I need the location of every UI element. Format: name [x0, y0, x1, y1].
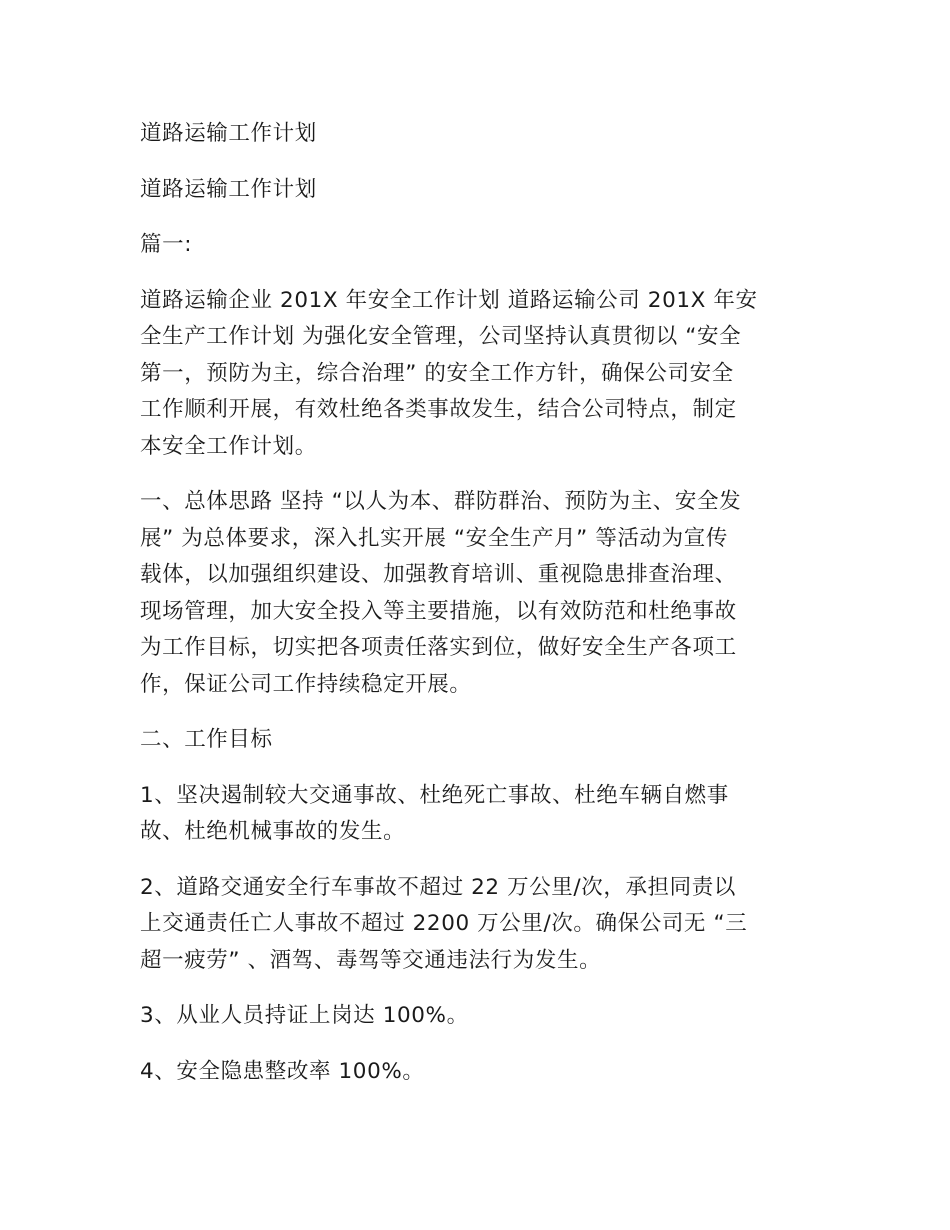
text-line: 工作顺利开展，有效杜绝各类事故发生，结合公司特点，制定	[140, 397, 737, 422]
goal-item-3	[140, 998, 812, 1035]
text-line: 作，保证公司工作持续稳定开展。	[140, 671, 472, 697]
goal-item-1	[140, 778, 812, 851]
text-line: 道路运输工作计划	[140, 176, 317, 202]
text-line: 载体，以加强组织建设、加强教育培训、重视隐患排查治理、	[140, 562, 737, 587]
text-line: 道路运输工作计划	[140, 121, 317, 146]
text-line: 篇一:	[140, 232, 193, 257]
text-line: 3、从业人员持证上岗达 100%。	[140, 1003, 469, 1028]
text-line: 本安全工作计划。	[140, 433, 317, 459]
text-line: 4、安全隐患整改率 100%。	[140, 1058, 425, 1084]
text-line: 现场管理，加大安全投入等主要措施，以有效防范和杜绝事故	[140, 598, 737, 624]
text-line: 超一疲劳” 、酒驾、毒驾等交通违法行为发生。	[140, 947, 602, 973]
text-line: 展” 为总体要求，深入扎实开展 “安全生产月” 等活动为宣传	[140, 525, 728, 551]
document-title	[140, 116, 812, 153]
goal-item-4	[140, 1054, 812, 1091]
overall-approach-paragraph	[140, 484, 812, 703]
text-line: 道路运输企业 201X 年安全工作计划 道路运输公司 201X 年安	[140, 287, 758, 313]
section-label	[140, 227, 812, 264]
text-line: 为工作目标，切实把各项责任落实到位，做好安全生产各项工	[140, 635, 737, 660]
text-line: 2、道路交通安全行车事故不超过 22 万公里/次，承担同责以	[140, 874, 736, 900]
document-body	[140, 116, 812, 1109]
text-line: 一、总体思路 坚持 “以人为本、群防群治、预防为主、安全发	[140, 489, 742, 514]
text-line: 上交通责任亡人事故不超过 2200 万公里/次。确保公司无 “三	[140, 911, 748, 936]
intro-paragraph	[140, 283, 812, 466]
text-line: 全生产工作计划 为强化安全管理，公司坚持认真贯彻以 “安全	[140, 324, 742, 349]
goal-item-2	[140, 870, 812, 980]
text-line: 二、工作目标	[140, 727, 273, 752]
document-subtitle	[140, 172, 812, 209]
text-line: 1、坚决遏制较大交通事故、杜绝死亡事故、杜绝车辆自燃事	[140, 782, 729, 808]
text-line: 第一，预防为主，综合治理” 的安全工作方针，确保公司安全	[140, 360, 734, 386]
section-heading	[140, 722, 812, 759]
text-line: 故、杜绝机械事故的发生。	[140, 819, 406, 844]
